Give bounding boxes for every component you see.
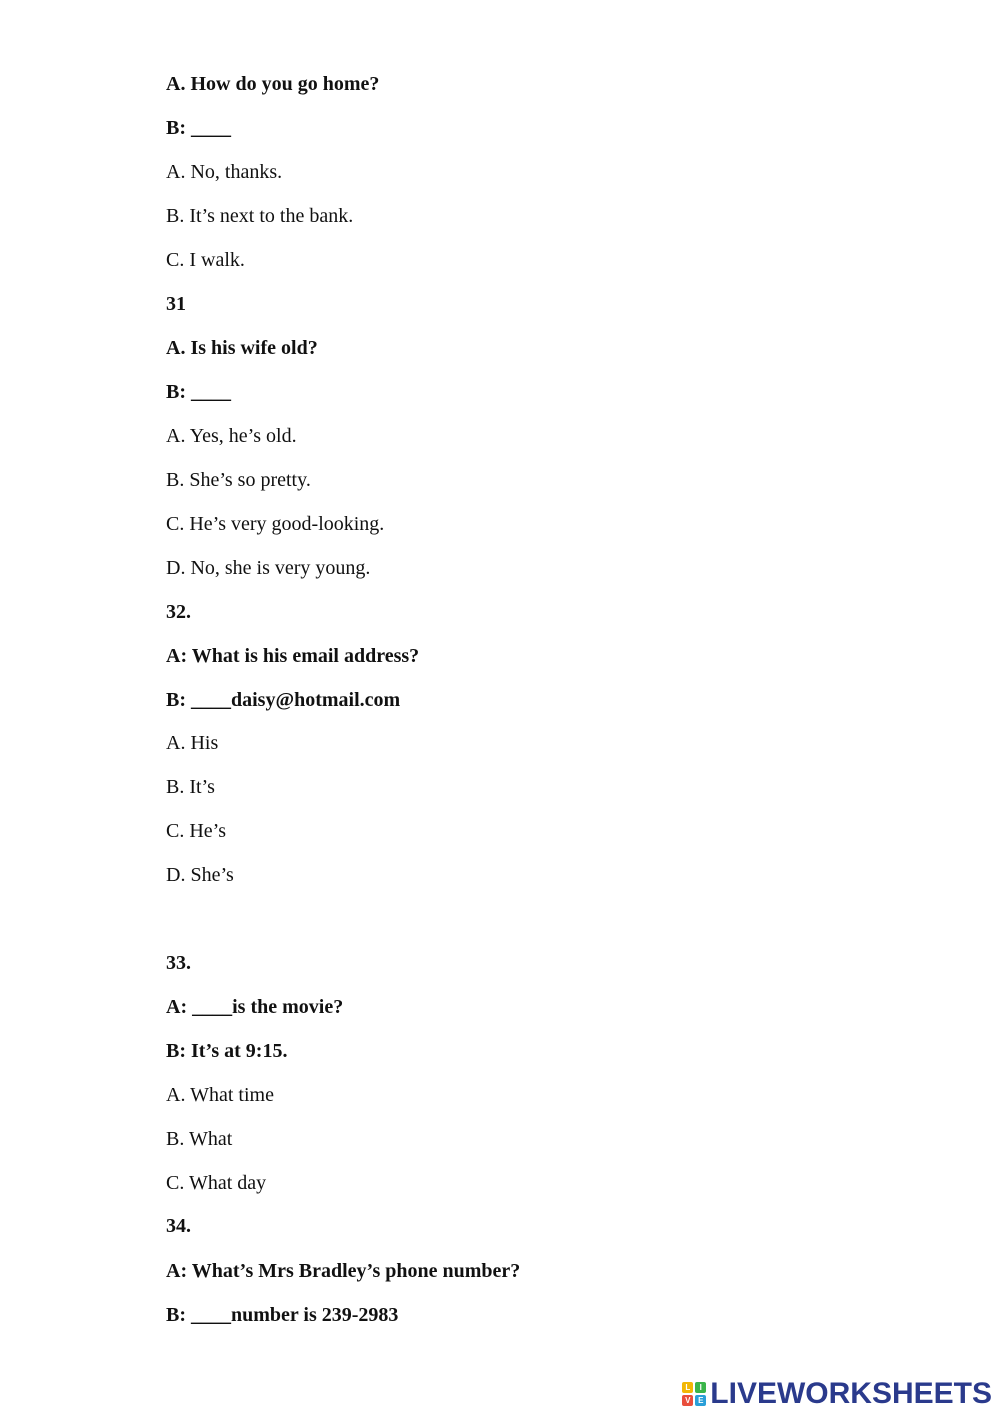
answer-blank-line: B: ____ [166, 117, 231, 139]
option-a[interactable]: A. No, thanks. [166, 161, 283, 183]
option-b[interactable]: B. What [166, 1128, 233, 1150]
option-d[interactable]: D. No, she is very young. [166, 557, 371, 579]
logo-letter-l: L [682, 1382, 693, 1393]
question-number: 33. [166, 952, 191, 974]
option-c[interactable]: C. He’s [166, 820, 226, 842]
liveworksheets-logo-icon [682, 1382, 706, 1406]
option-b[interactable]: B. It’s [166, 776, 215, 798]
answer-blank-line: B: ____daisy@hotmail.com [166, 689, 401, 711]
watermark-text: LIVEWORKSHEETS [710, 1377, 992, 1410]
question-number: 34. [166, 1215, 191, 1237]
question-line: A. Is his wife old? [166, 337, 318, 359]
option-c[interactable]: C. He’s very good-looking. [166, 513, 385, 535]
logo-letter-v: V [682, 1395, 693, 1406]
question-number: 31 [166, 293, 186, 315]
answer-blank-line: B: ____number is 239-2983 [166, 1304, 399, 1326]
option-a[interactable]: A. Yes, he’s old. [166, 425, 297, 447]
option-d[interactable]: D. She’s [166, 864, 234, 886]
answer-blank-line: B: ____ [166, 381, 231, 403]
option-c[interactable]: C. I walk. [166, 249, 245, 271]
option-a[interactable]: A. His [166, 732, 219, 754]
question-line: A. How do you go home? [166, 73, 380, 95]
logo-letter-e: E [695, 1395, 706, 1406]
question-line: A: ____is the movie? [166, 996, 344, 1018]
question-number: 32. [166, 601, 191, 623]
option-b[interactable]: B. It’s next to the bank. [166, 205, 354, 227]
option-c[interactable]: C. What day [166, 1172, 267, 1194]
answer-line: B: It’s at 9:15. [166, 1040, 288, 1062]
option-a[interactable]: A. What time [166, 1084, 274, 1106]
question-line: A: What’s Mrs Bradley’s phone number? [166, 1260, 521, 1282]
liveworksheets-watermark [682, 1376, 992, 1412]
logo-letter-i: I [695, 1382, 706, 1393]
option-b[interactable]: B. She’s so pretty. [166, 469, 311, 491]
question-line: A: What is his email address? [166, 645, 420, 667]
